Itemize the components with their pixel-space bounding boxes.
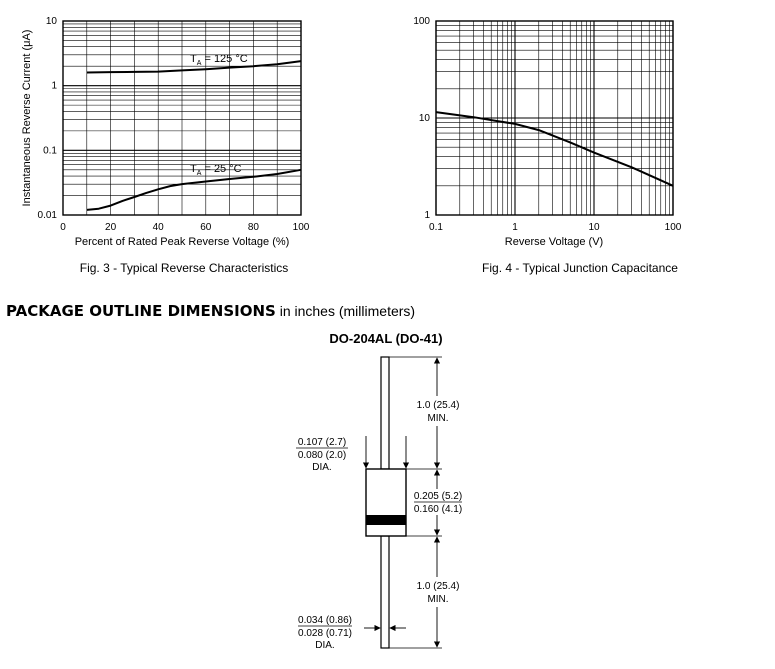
fig3-y-axis-label: Instantaneous Reverse Current (μA) [21,29,33,207]
diode-bottom-lead [381,536,389,648]
fig3-x-tick-label: 100 [292,222,310,233]
dim-top-lead-length-value: 1.0 (25.4) [416,400,460,411]
fig4-series-group [436,112,673,186]
fig4-series-line-0 [436,112,673,186]
fig3-y-tick-label: 1 [51,80,57,92]
diode-body [366,469,406,536]
fig4-x-tick-label: 100 [664,222,682,233]
dim-lead-dia-min: 0.028 (0.71) [298,628,352,639]
fig4-x-tick-label: 0.1 [429,222,443,233]
fig3-y-ticks [38,16,58,221]
fig4-x-axis-label: Reverse Voltage (V) [504,236,604,248]
diode-outline-drawing [296,357,464,651]
fig4-y-tick-label: 10 [418,113,430,124]
fig3-x-tick-label: 0 [60,222,66,233]
fig4-caption: Fig. 4 - Typical Junction Capacitance [482,261,678,275]
dim-body-length-min: 0.160 (4.1) [413,504,463,515]
fig4-grid [436,21,673,215]
dim-top-lead-length-min: MIN. [427,413,449,424]
dim-body-dia-min: 0.080 (2.0) [297,450,347,461]
fig3-x-tick-label: 80 [247,222,259,233]
package-heading-rest: in inches (millimeters) [275,303,416,319]
diode-top-lead [381,357,389,469]
dim-body-dia-label: DIA. [312,462,332,473]
diode-cathode-band [366,515,406,525]
fig3-grid [63,21,301,215]
fig3-series-label-125: $T_A = 125$ °C [190,53,248,67]
package-heading-bold: PACKAGE OUTLINE DIMENSIONS [6,302,276,320]
dim-body-length-max: 0.205 (5.2) [413,491,463,502]
dim-lead-dia-max: 0.034 (0.86) [298,615,352,626]
fig3-x-axis-label: Percent of Rated Peak Reverse Voltage (%) [74,236,290,248]
dim-bottom-lead-length-value: 1.0 (25.4) [416,581,460,592]
fig3-y-tick-label: 0.1 [43,145,57,157]
dim-body-dia-max: 0.107 (2.7) [297,437,347,448]
dim-bottom-lead-length-min: MIN. [427,594,449,605]
fig3-y-tick-label: 10 [45,16,57,27]
fig4-chart [413,16,681,275]
package-heading [6,302,415,320]
fig4-x-ticks [429,222,682,233]
package-name: DO-204AL (DO-41) [329,331,443,346]
dim-lead-dia-label: DIA. [315,640,335,651]
fig3-y-tick-label: 0.01 [37,210,57,221]
fig3-caption: Fig. 3 - Typical Reverse Characteristics [79,261,289,275]
fig3-x-tick-label: 60 [200,222,212,233]
fig4-y-tick-label: 100 [413,16,430,27]
fig3-x-tick-label: 20 [105,222,117,233]
fig3-series-group [87,61,301,210]
fig3-x-ticks [60,222,310,233]
fig4-x-tick-label: 1 [512,222,518,233]
fig4-y-ticks [413,16,430,221]
fig3-chart [21,16,310,275]
fig4-y-tick-label: 1 [424,210,430,221]
fig3-series-label-25: $T_A = 25$ °C [190,163,242,177]
fig4-x-tick-label: 10 [588,222,600,233]
fig3-x-tick-label: 40 [152,222,164,233]
